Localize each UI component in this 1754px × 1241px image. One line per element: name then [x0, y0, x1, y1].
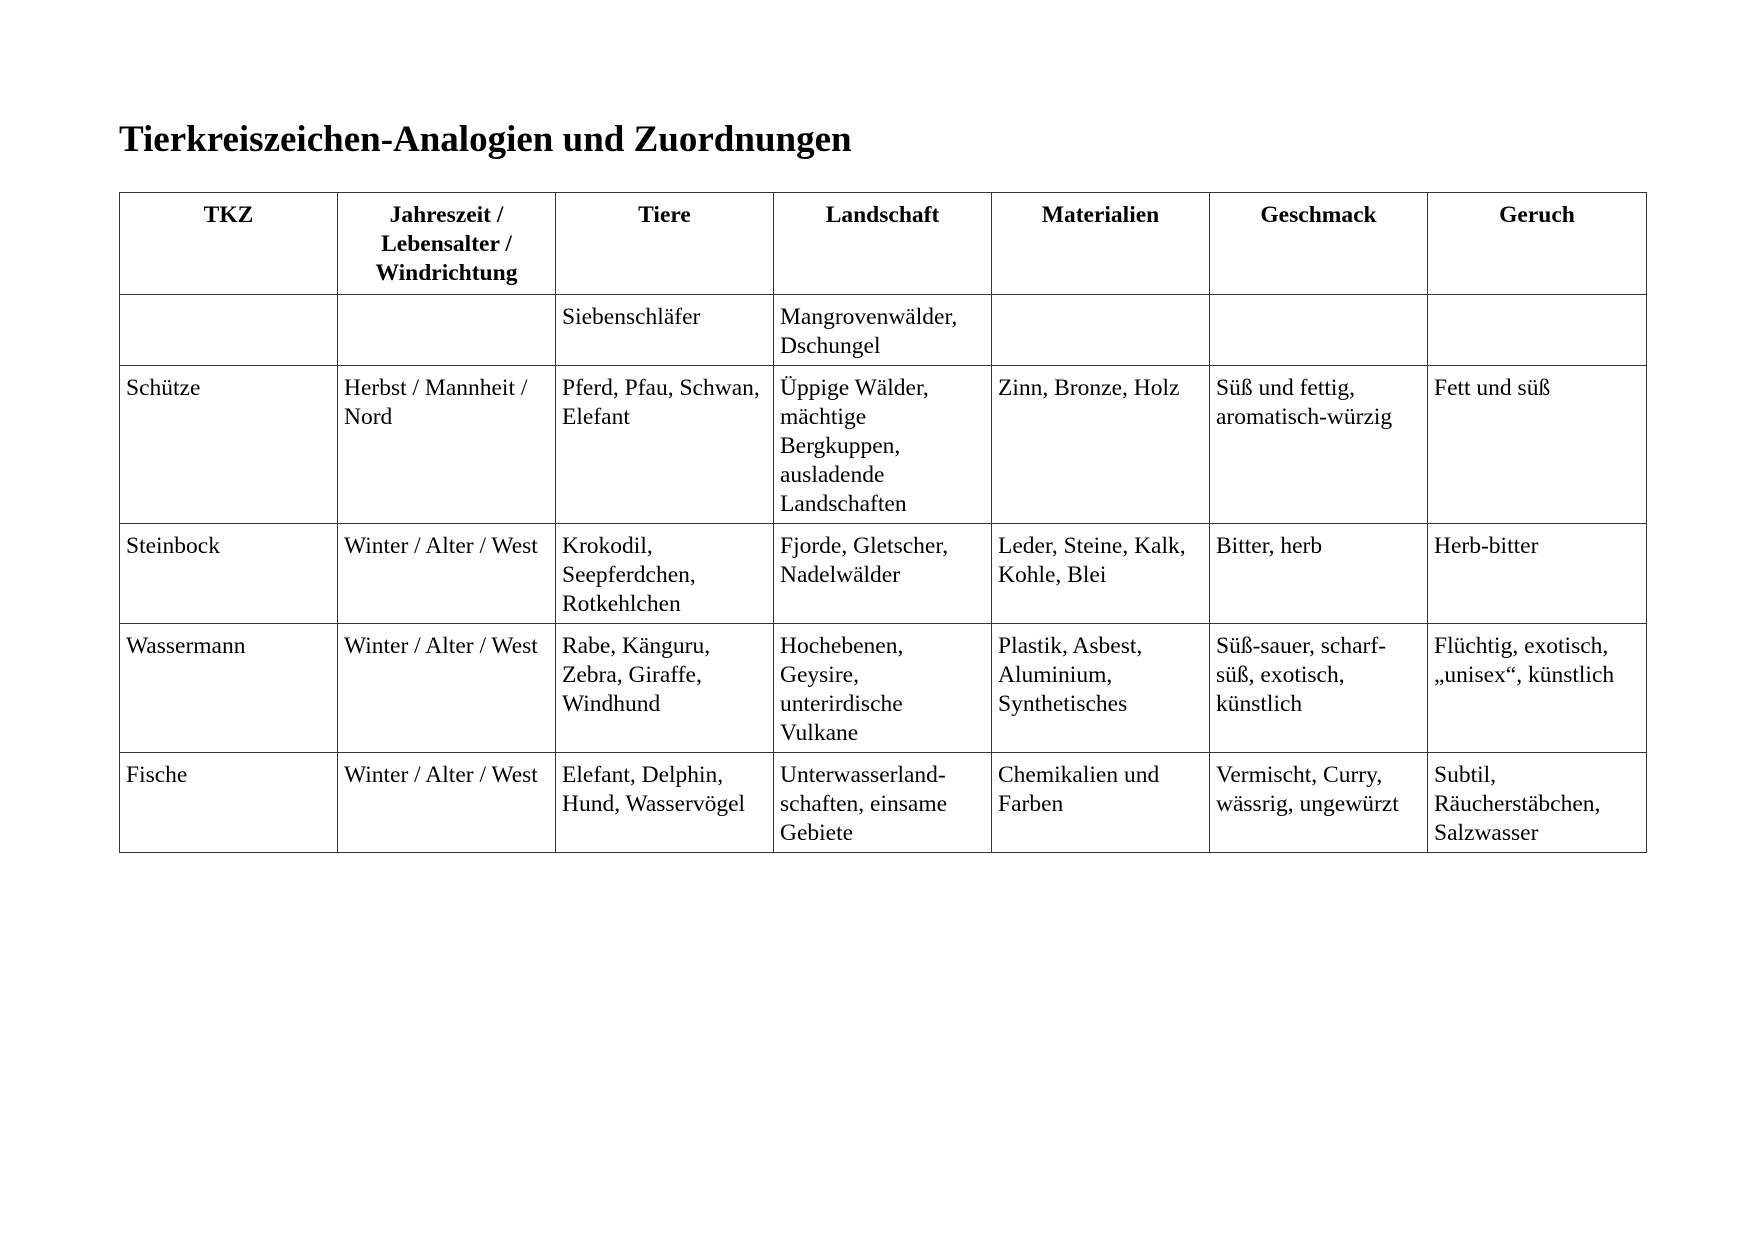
cell-tkz: Schütze [120, 366, 338, 524]
cell-materialien: Leder, Steine, Kalk, Kohle, Blei [992, 524, 1210, 624]
cell-landschaft: Fjorde, Gletscher, Nadelwälder [774, 524, 992, 624]
cell-tiere: Elefant, Delphin, Hund, Wasservögel [556, 753, 774, 853]
cell-landschaft: Hochebenen, Geysire, unterirdische Vulkane [774, 624, 992, 753]
table-header-row [120, 193, 1647, 295]
cell-materialien: Chemikalien und Farben [992, 753, 1210, 853]
table-row [120, 295, 1647, 366]
table-row [120, 366, 1647, 524]
zodiac-analogies-table [119, 192, 1647, 853]
cell-geschmack: Süß-sauer, scharf-süß, exotisch, künstlich [1210, 624, 1428, 753]
header-tkz: TKZ [120, 193, 338, 295]
header-landschaft: Landschaft [774, 193, 992, 295]
cell-geruch: Subtil, Räucherstäbchen, Salzwasser [1428, 753, 1647, 853]
header-geruch: Geruch [1428, 193, 1647, 295]
cell-tiere: Pferd, Pfau, Schwan, Elefant [556, 366, 774, 524]
cell-geschmack: Bitter, herb [1210, 524, 1428, 624]
table-row [120, 624, 1647, 753]
cell-jahreszeit: Winter / Alter / West [338, 524, 556, 624]
cell-tkz: Steinbock [120, 524, 338, 624]
cell-jahreszeit [338, 295, 556, 366]
table-row [120, 524, 1647, 624]
cell-tiere: Krokodil, Seepferdchen, Rotkehlchen [556, 524, 774, 624]
page-title: Tierkreiszeichen-Analogien und Zuordnungen [119, 119, 852, 160]
cell-landschaft: Üppige Wälder, mächtige Bergkuppen, ausladende Landschaften [774, 366, 992, 524]
cell-landschaft: Mangrovenwälder, Dschungel [774, 295, 992, 366]
cell-geschmack: Süß und fettig, aromatisch-würzig [1210, 366, 1428, 524]
cell-materialien: Zinn, Bronze, Holz [992, 366, 1210, 524]
cell-tkz [120, 295, 338, 366]
header-materialien: Materialien [992, 193, 1210, 295]
cell-geschmack [1210, 295, 1428, 366]
cell-geruch: Herb-bitter [1428, 524, 1647, 624]
header-tiere: Tiere [556, 193, 774, 295]
table-row [120, 753, 1647, 853]
cell-jahreszeit: Herbst / Mannheit / Nord [338, 366, 556, 524]
cell-geruch: Fett und süß [1428, 366, 1647, 524]
header-jahreszeit: Jahreszeit / Lebensalter / Windrichtung [338, 193, 556, 295]
header-geschmack: Geschmack [1210, 193, 1428, 295]
cell-jahreszeit: Winter / Alter / West [338, 753, 556, 853]
cell-materialien [992, 295, 1210, 366]
cell-tkz: Wassermann [120, 624, 338, 753]
cell-tkz: Fische [120, 753, 338, 853]
cell-geruch: Flüchtig, exotisch, „unisex“, künstlich [1428, 624, 1647, 753]
cell-tiere: Siebenschläfer [556, 295, 774, 366]
cell-tiere: Rabe, Känguru, Zebra, Giraffe, Windhund [556, 624, 774, 753]
cell-geschmack: Vermischt, Curry, wässrig, ungewürzt [1210, 753, 1428, 853]
cell-geruch [1428, 295, 1647, 366]
cell-materialien: Plastik, Asbest, Aluminium, Synthetisches [992, 624, 1210, 753]
cell-landschaft: Unterwasserland-schaften, einsame Gebiete [774, 753, 992, 853]
cell-jahreszeit: Winter / Alter / West [338, 624, 556, 753]
